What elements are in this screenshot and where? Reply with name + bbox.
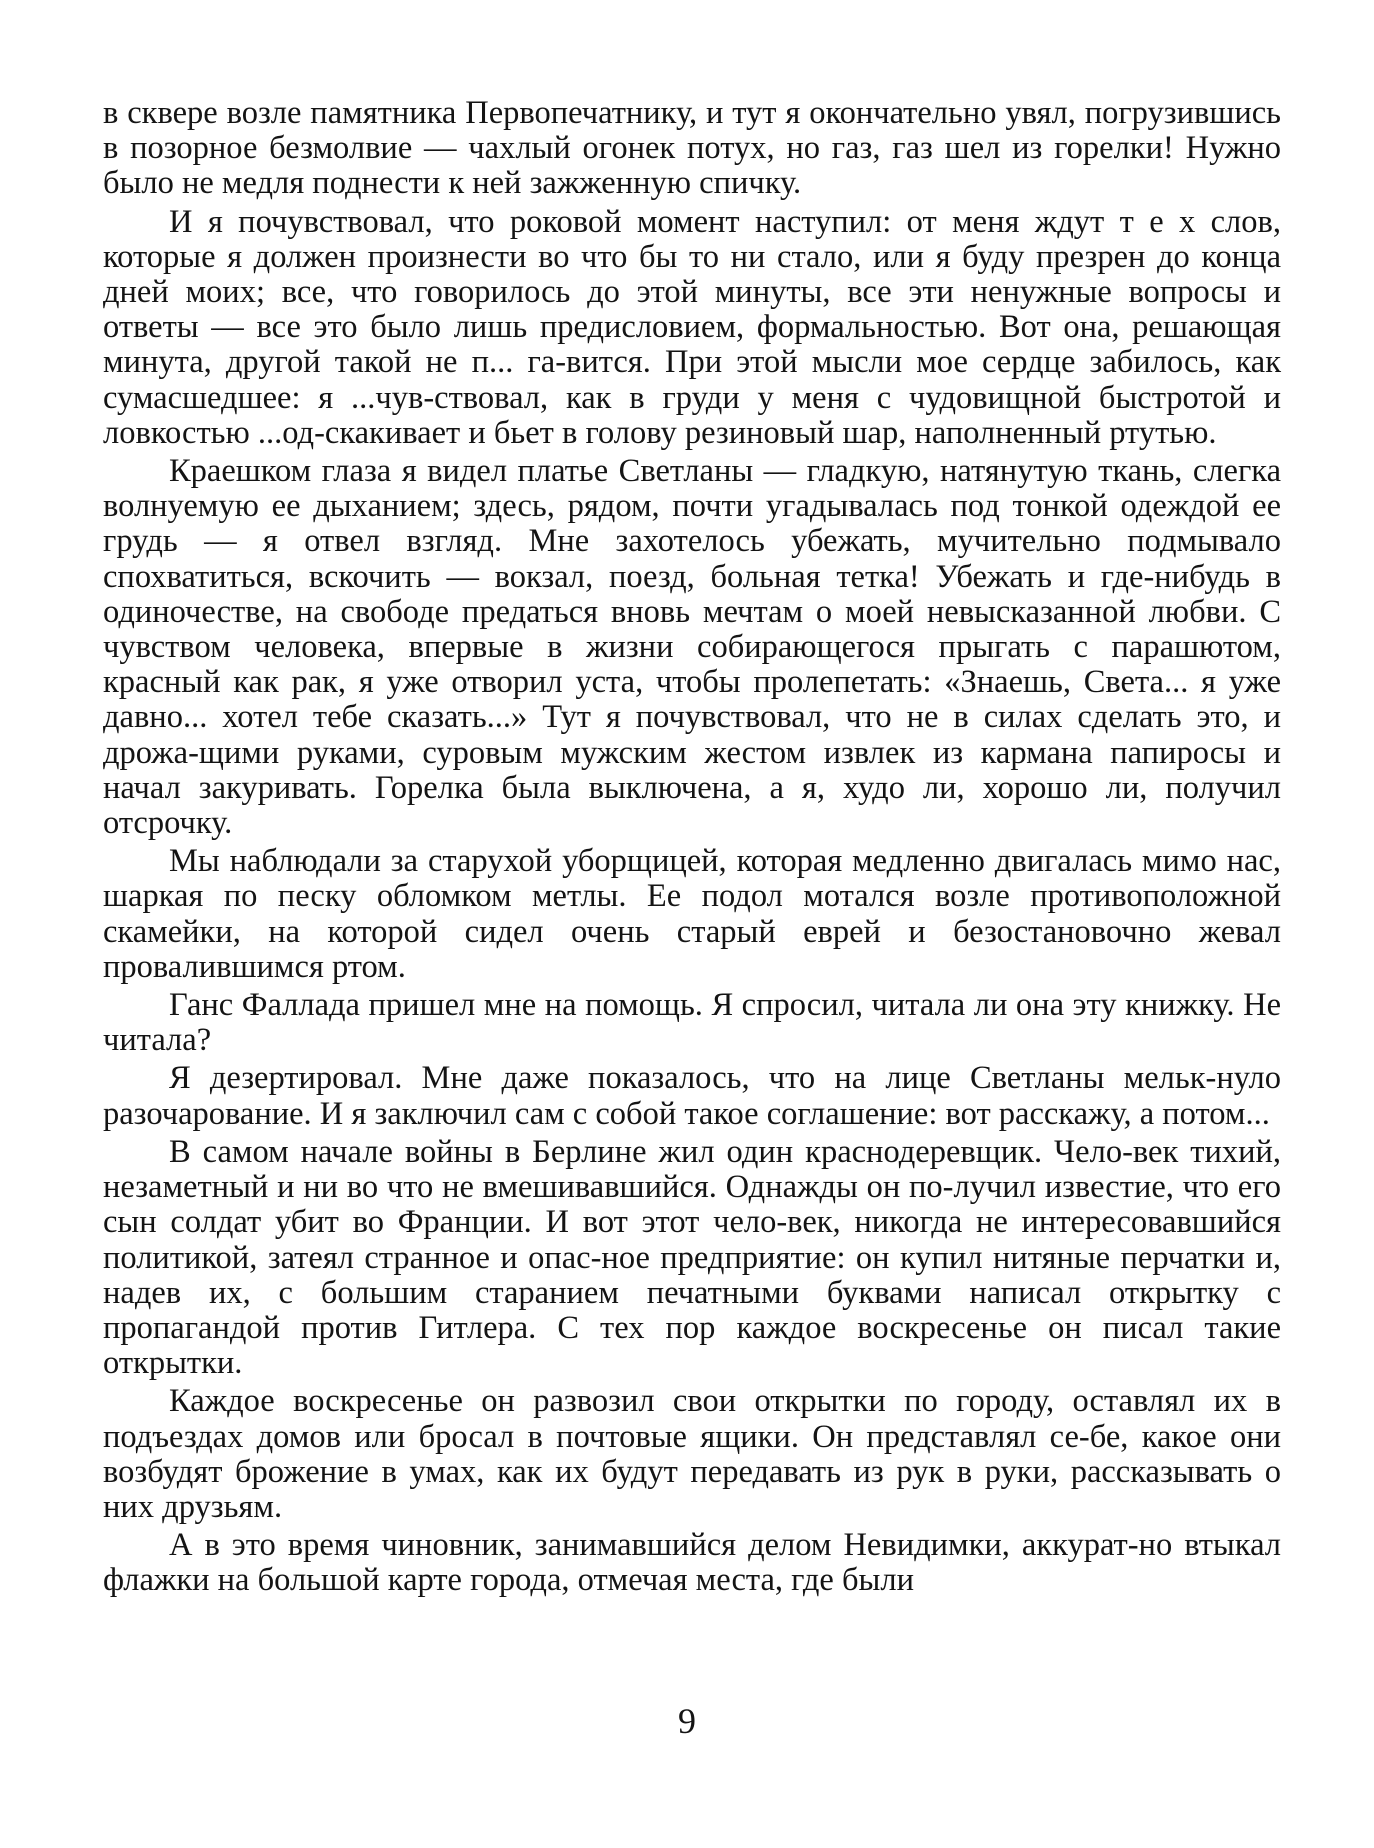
paragraph: Краешком глаза я видел платье Светланы — гладкую, натянутую ткань, слегка волнуемую ее дыханием; здесь, рядом, почти угадывалась под тонкой одеждой ее грудь — я отвел взгляд. Мне захотелось убежать, мучительно подмывало спохватиться, вскочить — вокзал, поезд, больная тетка! Убежать и где-нибудь в одиночестве, на свободе предаться вновь мечтам о моей невысказанной любви. С чувством человека, впервые в жизни собирающегося прыгать с парашютом, красный как рак, я уже отворил уста, чтобы пролепетать: «Знаешь, Света... я уже давно... хотел тебе сказать...» Тут я почувствовал, что не в силах сделать это, и дрожа-щими руками, суровым мужским жестом извлек из кармана папиросы и начал закуривать. Горелка была выключена, а я, худо ли, хорошо ли, получил отсрочку.	[103, 453, 1281, 842]
paragraph: Я дезертировал. Мне даже показалось, что на лице Светланы мельк-нуло разочарование. И я заключил сам с собой такое соглашение: вот расскажу, а потом...	[103, 1060, 1281, 1132]
paragraph-continuation: в сквере возле памятника Первопечатнику, и тут я окончательно увял, погрузившись в позорное безмолвие — чахлый огонек потух, но газ, газ шел из горелки! Нужно было не медля поднести к ней зажженную спичку.	[103, 95, 1281, 202]
paragraph: Ганс Фаллада пришел мне на помощь. Я спросил, читала ли она эту книжку. Не читала?	[103, 987, 1281, 1059]
page-number: 9	[678, 1701, 696, 1741]
paragraph: Мы наблюдали за старухой уборщицей, которая медленно двигалась мимо нас, шаркая по песку обломком метлы. Ее подол мотался возле противоположной скамейки, на которой сидел очень старый еврей и безостановочно жевал провалившимся ртом.	[103, 843, 1281, 985]
paragraph: В самом начале войны в Берлине жил один краснодеревщик. Чело-век тихий, незаметный и ни во что не вмешивавшийся. Однажды он по-лучил известие, что его сын солдат убит во Франции. И вот этот чело-век, никогда не интересовавшийся политикой, затеял странное и опас-ное предприятие: он купил нитяные перчатки и, надев их, с большим старанием печатными буквами написал открытку с пропагандой против Гитлера. С тех пор каждое воскресенье он писал такие открытки.	[103, 1133, 1281, 1382]
paragraph: Каждое воскресенье он развозил свои открытки по городу, оставлял их в подъездах домов или бросал в почтовые ящики. Он представлял се-бе, какое они возбудят брожение в умах, как их будут передавать из рук в руки, рассказывать о них друзьям.	[103, 1383, 1281, 1525]
page-body	[103, 96, 1281, 1599]
paragraph: И я почувствовал, что роковой момент наступил: от меня ждут т е х слов, которые я должен произнести во что бы то ни стало, или я буду презрен до конца дней моих; все, что говорилось до этой минуты, все эти ненужные вопросы и ответы — все это было лишь предисловием, формальностью. Вот она, решающая минута, другой такой не п... га-вится. При этой мысли мое сердце забилось, как сумасшедшее: я ...чув-ствовал, как в груди у меня с чудовищной быстротой и ловкостью ...од-скакивает и бьет в голову резиновый шар, наполненный ртутью.	[103, 203, 1281, 451]
paragraph: А в это время чиновник, занимавшийся делом Невидимки, аккурат-но втыкал флажки на большой карте города, отмечая места, где были	[103, 1527, 1281, 1599]
